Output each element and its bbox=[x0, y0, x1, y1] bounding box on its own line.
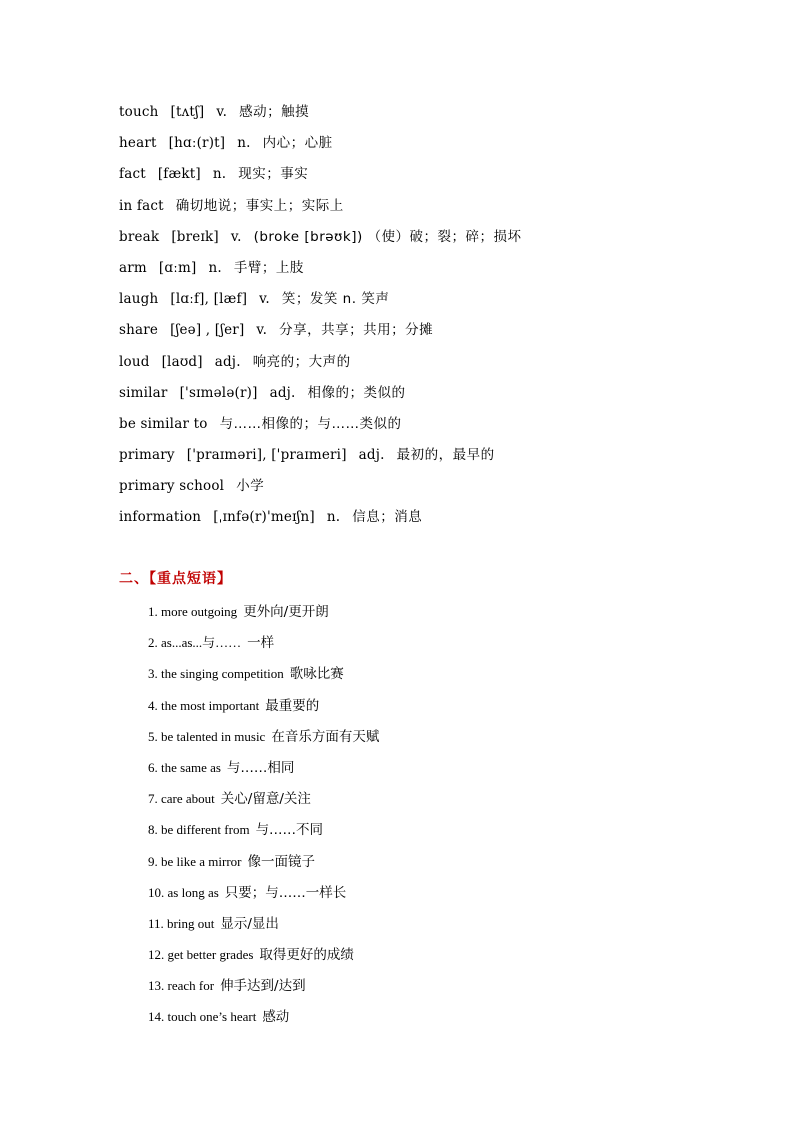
phrase-item bbox=[148, 973, 708, 1004]
vocab-row bbox=[119, 504, 719, 535]
phrase-english: 6. the same as bbox=[148, 759, 221, 775]
vocab-pos: adj. bbox=[269, 384, 296, 401]
phrase-item bbox=[148, 942, 708, 973]
phrase-item bbox=[148, 599, 708, 630]
phrase-english: 11. bring out bbox=[148, 915, 215, 931]
vocab-word: be similar to bbox=[119, 415, 208, 432]
vocab-word: primary school bbox=[119, 478, 225, 495]
vocab-word: in fact bbox=[119, 197, 164, 214]
phrase-chinese: 只要；与……一样长 bbox=[224, 884, 347, 901]
vocab-phonetic: [tʌtʃ] bbox=[170, 104, 205, 120]
vocab-row bbox=[119, 193, 719, 224]
vocab-meaning: 信息；消息 bbox=[352, 509, 423, 526]
vocab-pos: n. bbox=[208, 259, 222, 276]
vocab-word: laugh bbox=[119, 291, 159, 308]
vocab-word: share bbox=[119, 322, 159, 339]
phrase-english: 7. care about bbox=[148, 791, 215, 807]
phrase-english: 14. touch one’s heart bbox=[148, 1009, 257, 1025]
vocab-phonetic: [hɑː(r)t] bbox=[168, 135, 226, 152]
phrase-item bbox=[148, 630, 708, 661]
phrase-item bbox=[148, 693, 708, 724]
vocab-meaning: 分享，共享；共用；分摊 bbox=[279, 322, 434, 339]
vocab-row bbox=[119, 349, 719, 380]
vocab-row bbox=[119, 380, 719, 411]
vocab-word: arm bbox=[119, 259, 147, 276]
phrase-english: 8. be different from bbox=[148, 822, 250, 838]
phrase-chinese: 像一面镜子 bbox=[247, 853, 315, 870]
phrase-english: 12. get better grades bbox=[148, 947, 254, 963]
vocab-pos: adj. bbox=[358, 447, 385, 464]
phrase-chinese: 与……相同 bbox=[226, 759, 295, 776]
phrase-item bbox=[148, 880, 708, 911]
phrase-english: 13. reach for bbox=[148, 978, 215, 994]
vocab-row bbox=[119, 442, 719, 473]
phrase-item bbox=[148, 849, 708, 880]
vocab-pos: v. bbox=[256, 322, 268, 339]
phrase-english: 2. as...as...与…… bbox=[148, 635, 242, 651]
phrase-chinese: 关心/留意/关注 bbox=[220, 791, 311, 808]
phrase-item bbox=[148, 1004, 708, 1035]
vocab-meaning: 最初的，最早的 bbox=[396, 447, 495, 464]
vocab-row bbox=[119, 473, 719, 504]
vocab-word: break bbox=[119, 228, 160, 245]
vocab-phonetic: ['praɪməri], ['praɪmeri] bbox=[186, 447, 347, 464]
phrase-item bbox=[148, 786, 708, 817]
vocab-pos: v. bbox=[259, 291, 270, 308]
vocabulary-list bbox=[119, 99, 719, 536]
phrase-english: 9. be like a mirror bbox=[148, 853, 242, 869]
vocab-meaning: 手臂；上肢 bbox=[233, 259, 304, 276]
vocab-row bbox=[119, 286, 719, 317]
phrase-chinese: 在音乐方面有天赋 bbox=[271, 728, 380, 745]
vocab-phonetic: [breɪk] bbox=[171, 228, 219, 245]
vocab-row bbox=[119, 317, 719, 348]
vocab-word: primary bbox=[119, 447, 175, 464]
phrase-chinese: 感动 bbox=[262, 1009, 290, 1026]
vocab-pos: n. bbox=[326, 509, 341, 526]
phrase-item bbox=[148, 911, 708, 942]
vocab-row bbox=[119, 411, 719, 442]
phrase-item bbox=[148, 661, 708, 692]
vocab-phonetic: [ɑːm] bbox=[158, 259, 197, 276]
vocab-phonetic: [ʃeə] , [ʃer] bbox=[170, 322, 245, 339]
vocab-pos: v. bbox=[216, 104, 228, 120]
vocab-meaning: 感动；触摸 bbox=[239, 104, 310, 120]
phrase-item bbox=[148, 755, 708, 786]
phrase-chinese: 取得更好的成绩 bbox=[259, 947, 354, 964]
phrase-english: 1. more outgoing bbox=[148, 604, 238, 619]
vocab-row bbox=[119, 255, 719, 286]
phrase-chinese: 与……不同 bbox=[255, 822, 324, 839]
vocab-pos: n. bbox=[212, 166, 227, 183]
vocab-row bbox=[119, 130, 719, 161]
vocab-word: heart bbox=[119, 135, 157, 152]
vocab-meaning: 现实；事实 bbox=[238, 166, 309, 183]
vocab-phonetic: [laʊd] bbox=[161, 353, 203, 370]
section-heading: 二、【重点短语】 bbox=[119, 571, 232, 587]
vocab-word: information bbox=[119, 509, 202, 526]
phrase-chinese: 显示/显出 bbox=[220, 915, 279, 932]
vocab-pos: v. bbox=[230, 228, 242, 245]
vocab-meaning: 与……相像的；与……类似的 bbox=[219, 415, 402, 432]
vocab-word: fact bbox=[119, 166, 146, 183]
phrase-item bbox=[148, 724, 708, 755]
vocab-meaning: 响亮的；大声的 bbox=[252, 353, 351, 370]
phrase-chinese: 歌咏比赛 bbox=[289, 666, 344, 683]
vocab-pos: adj. bbox=[214, 353, 241, 370]
phrase-english: 3. the singing competition bbox=[148, 666, 284, 682]
phrase-chinese: 一样 bbox=[247, 635, 275, 652]
vocab-word: touch bbox=[119, 104, 159, 120]
vocab-row bbox=[119, 99, 719, 130]
phrase-english: 10. as long as bbox=[148, 884, 219, 900]
key-phrases-list bbox=[148, 599, 708, 1036]
vocab-meaning: 确切地说；事实上；实际上 bbox=[175, 197, 344, 214]
vocab-meaning: 相像的；类似的 bbox=[307, 384, 406, 401]
vocab-meaning: 笑；发笑 n. 笑声 bbox=[281, 291, 390, 308]
phrase-item bbox=[148, 817, 708, 848]
vocab-phonetic: ['sɪmələ(r)] bbox=[179, 384, 258, 401]
phrase-chinese: 更外向/更开朗 bbox=[243, 604, 329, 620]
vocab-meaning: (broke [brəʊk]) （使）破；裂；碎；损坏 bbox=[253, 228, 522, 245]
vocab-meaning: 小学 bbox=[236, 478, 265, 495]
vocab-word: similar bbox=[119, 384, 168, 401]
vocab-phonetic: [ˌɪnfə(r)'meɪʃn] bbox=[213, 509, 315, 526]
vocab-pos: n. bbox=[237, 135, 251, 152]
vocab-row bbox=[119, 161, 719, 192]
phrase-english: 4. the most important bbox=[148, 697, 260, 713]
vocab-phonetic: [lɑːf], [læf] bbox=[170, 291, 248, 308]
vocab-phonetic: [fækt] bbox=[157, 166, 201, 183]
vocab-row bbox=[119, 224, 719, 255]
phrase-chinese: 最重要的 bbox=[265, 697, 320, 714]
phrase-english: 5. be talented in music bbox=[148, 728, 266, 744]
phrase-chinese: 伸手达到/达到 bbox=[220, 978, 306, 995]
vocab-meaning: 内心；心脏 bbox=[262, 135, 333, 152]
vocab-word: loud bbox=[119, 353, 150, 370]
